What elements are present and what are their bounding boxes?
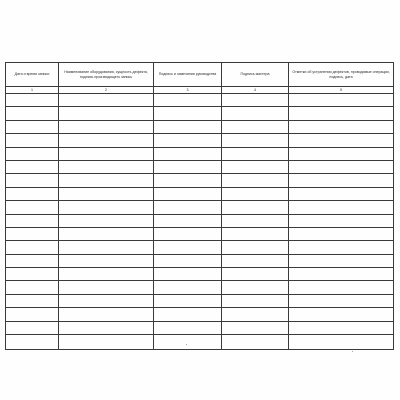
empty-cell bbox=[289, 94, 394, 107]
empty-cell bbox=[6, 321, 59, 334]
empty-cell bbox=[59, 294, 154, 307]
empty-cell bbox=[154, 160, 222, 173]
column-number: 2 bbox=[59, 87, 154, 94]
empty-cell bbox=[59, 308, 154, 321]
empty-cell bbox=[154, 308, 222, 321]
table-body bbox=[6, 87, 394, 350]
column-number: 1 bbox=[6, 87, 59, 94]
empty-cell bbox=[222, 241, 289, 254]
table-row bbox=[6, 120, 394, 133]
defect-log-table bbox=[5, 62, 394, 350]
empty-cell bbox=[6, 94, 59, 107]
empty-cell bbox=[59, 147, 154, 160]
empty-cell bbox=[6, 174, 59, 187]
empty-cell bbox=[59, 201, 154, 214]
table-row bbox=[6, 227, 394, 240]
column-number: 5 bbox=[289, 87, 394, 94]
empty-cell bbox=[289, 268, 394, 281]
empty-cell bbox=[154, 227, 222, 240]
empty-cell bbox=[222, 107, 289, 120]
empty-cell bbox=[289, 254, 394, 267]
empty-cell bbox=[59, 187, 154, 200]
empty-cell bbox=[222, 134, 289, 147]
empty-cell bbox=[6, 147, 59, 160]
empty-cell bbox=[222, 94, 289, 107]
table-row bbox=[6, 214, 394, 227]
empty-cell bbox=[154, 107, 222, 120]
empty-cell bbox=[59, 134, 154, 147]
empty-cell bbox=[154, 241, 222, 254]
empty-cell bbox=[59, 254, 154, 267]
empty-cell bbox=[289, 160, 394, 173]
empty-cell bbox=[59, 94, 154, 107]
table-row bbox=[6, 281, 394, 294]
empty-cell bbox=[222, 174, 289, 187]
empty-cell bbox=[6, 335, 59, 350]
empty-cell bbox=[222, 147, 289, 160]
empty-cell bbox=[59, 335, 154, 350]
empty-cell bbox=[59, 120, 154, 133]
empty-cell bbox=[289, 107, 394, 120]
table-row bbox=[6, 134, 394, 147]
empty-cell bbox=[154, 335, 222, 350]
table-row bbox=[6, 201, 394, 214]
empty-cell bbox=[222, 214, 289, 227]
empty-cell bbox=[6, 254, 59, 267]
table-row bbox=[6, 321, 394, 334]
empty-cell bbox=[222, 281, 289, 294]
empty-cell bbox=[289, 294, 394, 307]
table-row bbox=[6, 187, 394, 200]
empty-cell bbox=[289, 201, 394, 214]
empty-cell bbox=[289, 335, 394, 350]
empty-cell bbox=[289, 227, 394, 240]
table-row bbox=[6, 294, 394, 307]
table-row bbox=[6, 268, 394, 281]
empty-cell bbox=[6, 107, 59, 120]
empty-cell bbox=[59, 227, 154, 240]
empty-cell bbox=[289, 120, 394, 133]
table-row bbox=[6, 107, 394, 120]
empty-cell bbox=[154, 134, 222, 147]
empty-cell bbox=[289, 134, 394, 147]
empty-cell bbox=[289, 147, 394, 160]
empty-cell bbox=[222, 254, 289, 267]
empty-cell bbox=[59, 160, 154, 173]
empty-cell bbox=[222, 294, 289, 307]
empty-cell bbox=[154, 187, 222, 200]
empty-cell bbox=[6, 281, 59, 294]
empty-cell bbox=[289, 187, 394, 200]
empty-cell bbox=[154, 174, 222, 187]
empty-cell bbox=[6, 134, 59, 147]
empty-cell bbox=[6, 308, 59, 321]
empty-cell bbox=[222, 268, 289, 281]
empty-cell bbox=[154, 254, 222, 267]
empty-cell bbox=[59, 174, 154, 187]
empty-cell bbox=[154, 147, 222, 160]
empty-cell bbox=[222, 227, 289, 240]
table-row bbox=[6, 335, 394, 350]
empty-cell bbox=[289, 174, 394, 187]
column-number-row bbox=[6, 87, 394, 94]
table-row bbox=[6, 241, 394, 254]
table-row bbox=[6, 254, 394, 267]
empty-cell bbox=[6, 201, 59, 214]
column-header-date-time: Дата и время записи bbox=[6, 63, 59, 87]
empty-cell bbox=[222, 321, 289, 334]
table-row bbox=[6, 147, 394, 160]
empty-cell bbox=[222, 120, 289, 133]
empty-cell bbox=[154, 214, 222, 227]
empty-cell bbox=[59, 268, 154, 281]
empty-cell bbox=[59, 214, 154, 227]
empty-cell bbox=[289, 241, 394, 254]
empty-cell bbox=[154, 268, 222, 281]
empty-cell bbox=[6, 294, 59, 307]
empty-cell bbox=[6, 268, 59, 281]
column-header-defect-elimination: Отметки об устранении дефектов, проводимые операции, подпись, дата bbox=[289, 63, 394, 87]
empty-cell bbox=[289, 321, 394, 334]
empty-cell bbox=[6, 120, 59, 133]
empty-cell bbox=[289, 214, 394, 227]
table-row bbox=[6, 94, 394, 107]
empty-cell bbox=[222, 187, 289, 200]
column-number: 4 bbox=[222, 87, 289, 94]
table-row bbox=[6, 160, 394, 173]
empty-cell bbox=[6, 214, 59, 227]
empty-cell bbox=[59, 241, 154, 254]
empty-cell bbox=[154, 94, 222, 107]
empty-cell bbox=[222, 201, 289, 214]
table-row bbox=[6, 308, 394, 321]
column-number: 3 bbox=[154, 87, 222, 94]
empty-cell bbox=[6, 160, 59, 173]
empty-cell bbox=[222, 160, 289, 173]
scan-speck bbox=[352, 351, 353, 352]
table-header-row bbox=[6, 63, 394, 87]
empty-cell bbox=[222, 335, 289, 350]
table-row bbox=[6, 174, 394, 187]
empty-cell bbox=[222, 308, 289, 321]
empty-cell bbox=[154, 120, 222, 133]
empty-cell bbox=[154, 321, 222, 334]
column-header-equipment-defect: Наименование оборудования, сущность дефекта, подпись производящего запись bbox=[59, 63, 154, 87]
empty-cell bbox=[154, 294, 222, 307]
empty-cell bbox=[59, 281, 154, 294]
empty-cell bbox=[6, 227, 59, 240]
column-header-management-signature: Подпись и замечания руководства bbox=[154, 63, 222, 87]
empty-cell bbox=[154, 281, 222, 294]
empty-cell bbox=[154, 201, 222, 214]
empty-cell bbox=[59, 321, 154, 334]
empty-cell bbox=[289, 281, 394, 294]
empty-cell bbox=[59, 107, 154, 120]
empty-cell bbox=[6, 241, 59, 254]
empty-cell bbox=[289, 308, 394, 321]
column-header-foreman-signature: Подпись мастера bbox=[222, 63, 289, 87]
empty-cell bbox=[6, 187, 59, 200]
